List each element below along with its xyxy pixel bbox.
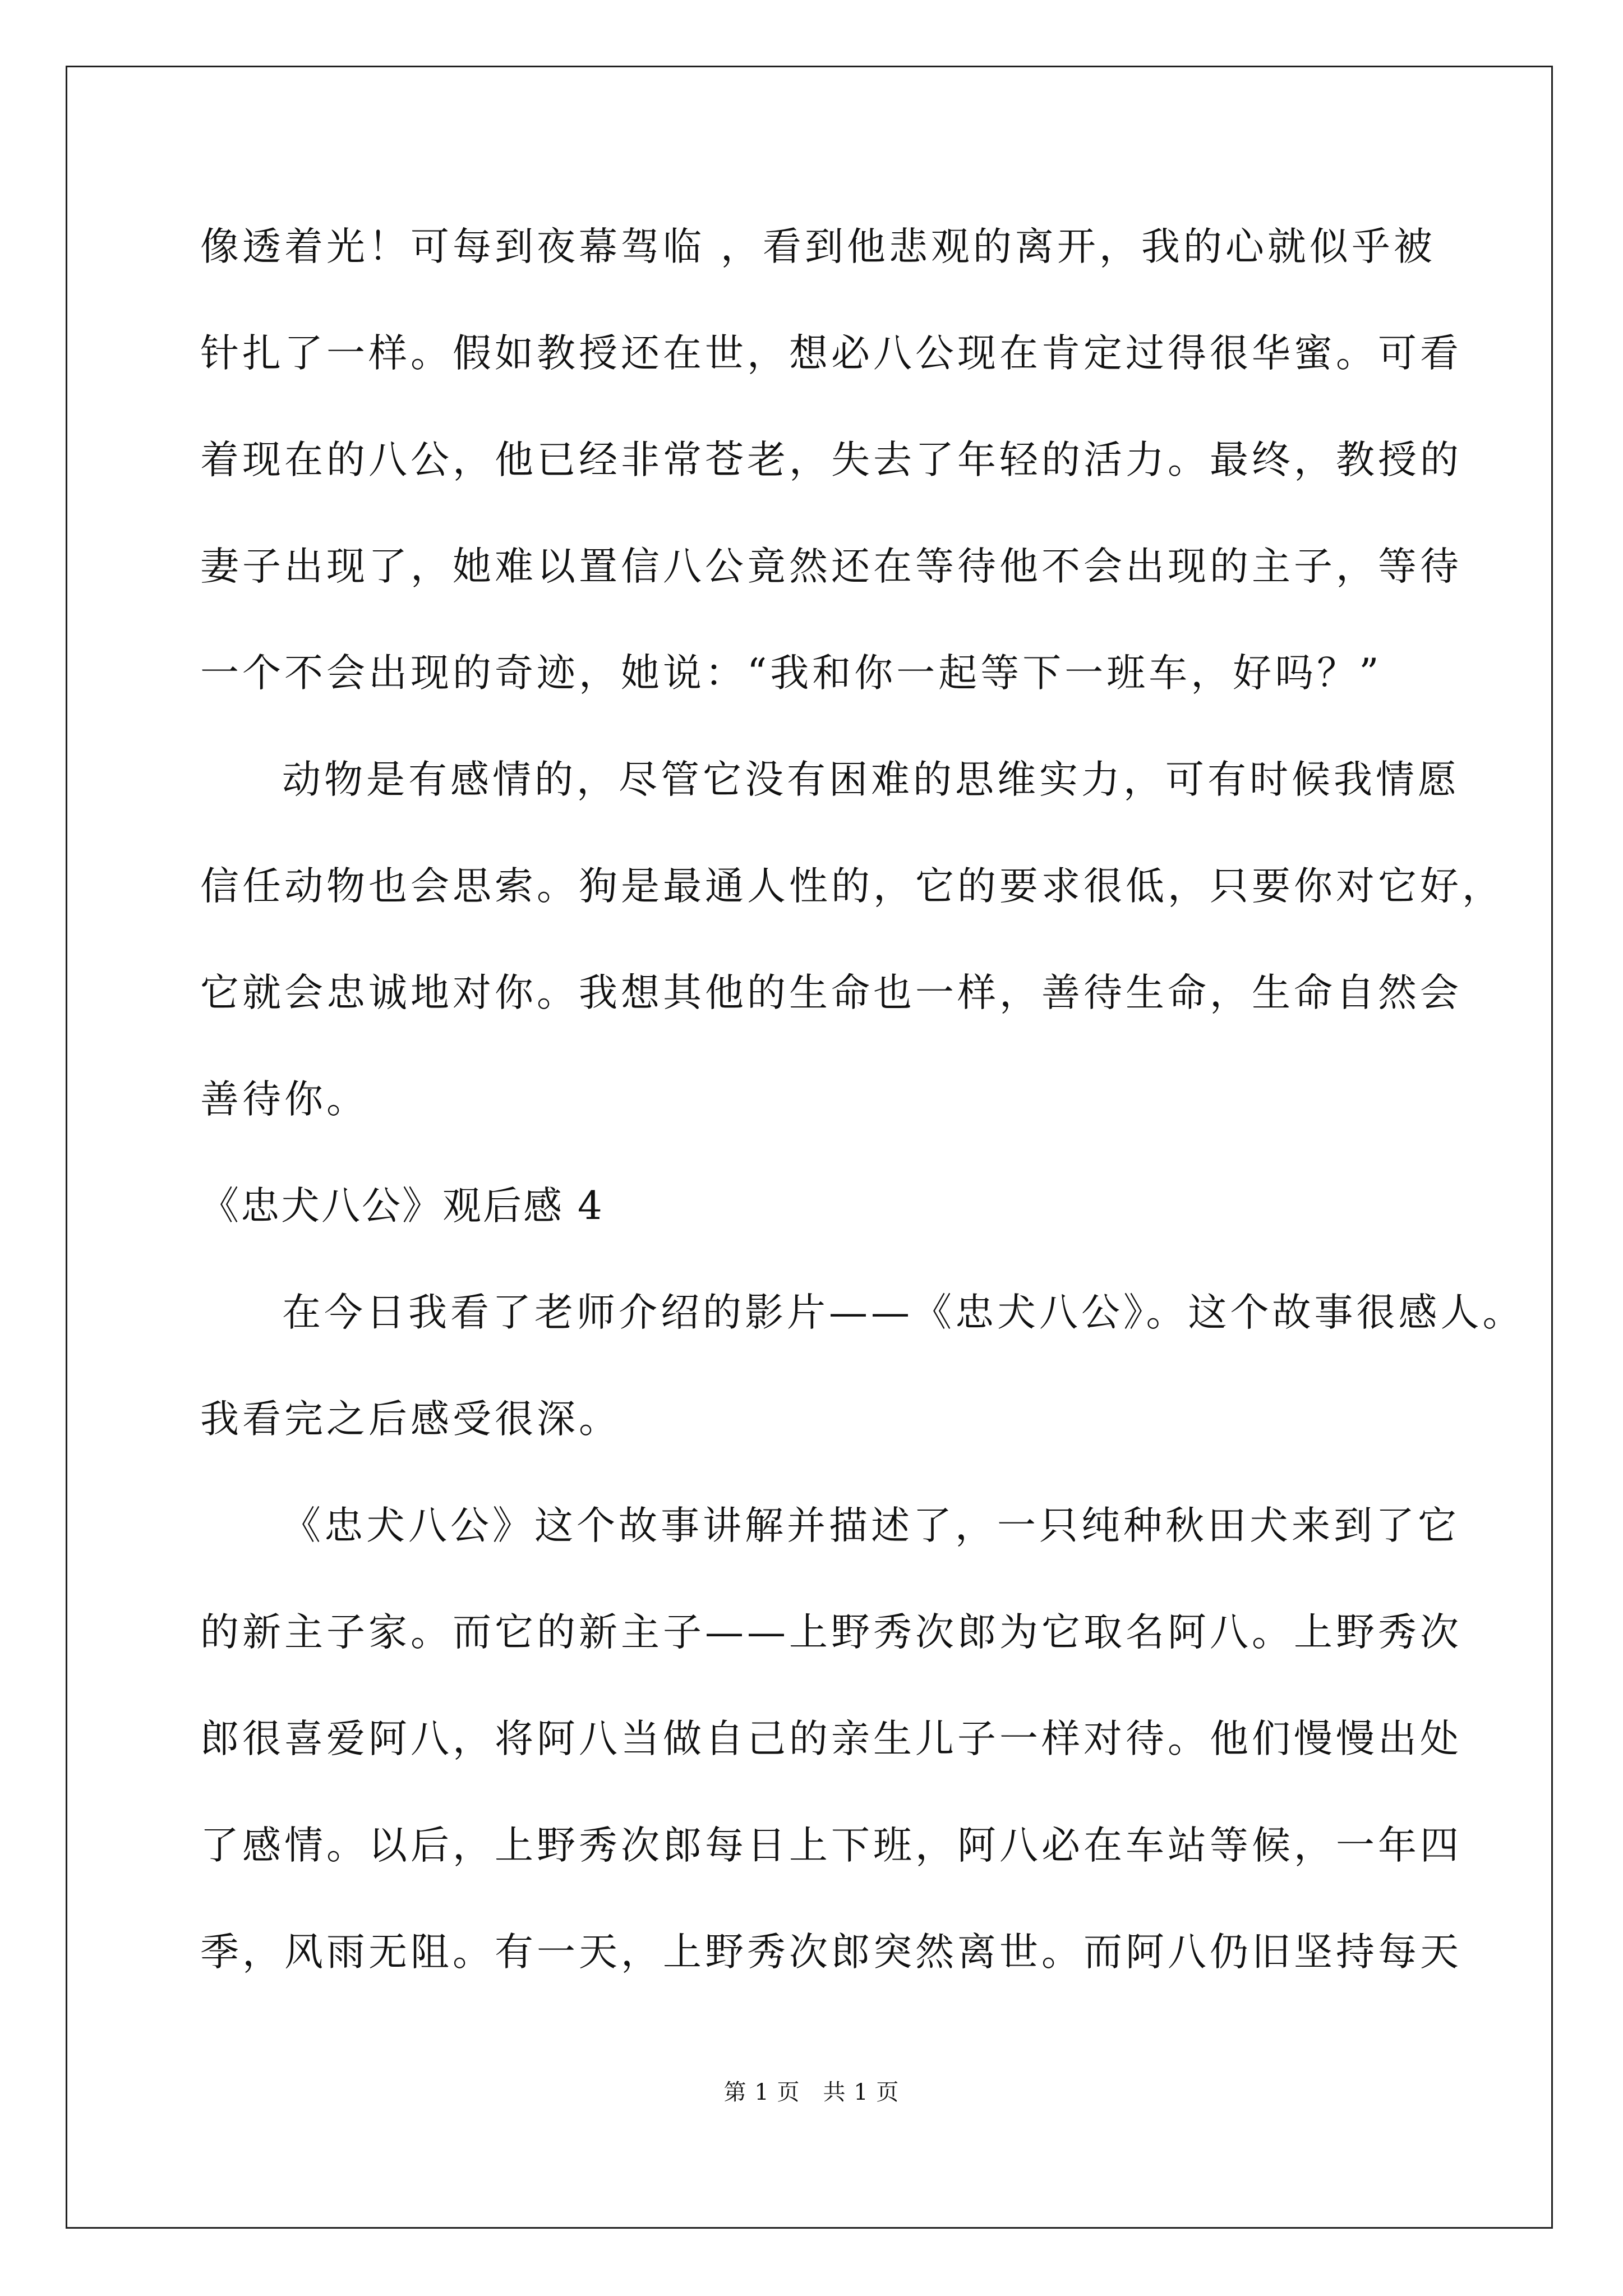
text-line: 了感情。以后，上野秀次郎每日上下班，阿八必在车站等候，一年四 — [200, 1823, 1462, 1868]
paragraph-first-line: 动物是有感情的，尽管它没有困难的思维实力，可有时候我情愿 — [282, 757, 1460, 802]
text-line: 着现在的八公，他已经非常苍老，失去了年轻的活力。最终，教授的 — [200, 438, 1462, 482]
text-line: 我看完之后感受很深。 — [200, 1397, 621, 1442]
text-line: 季，风雨无阻。有一天，上野秀次郎突然离世。而阿八仍旧坚持每天 — [200, 1930, 1462, 1975]
paragraph-first-line: 《忠犬八公》这个故事讲解并描述了，一只纯种秋田犬来到了它 — [282, 1503, 1460, 1548]
text-line: 的新主子家。而它的新主子——上野秀次郎为它取名阿八。上野秀次 — [200, 1610, 1462, 1655]
section-heading: 《忠犬八公》观后感 4 — [200, 1184, 604, 1228]
paragraph-first-line: 在今日我看了老师介绍的影片——《忠犬八公》。这个故事很感人。 — [282, 1290, 1525, 1335]
page-border — [66, 66, 1553, 2229]
text-line: 郎很喜爱阿八，将阿八当做自己的亲生儿子一样对待。他们慢慢出处 — [200, 1717, 1462, 1761]
text-line: 它就会忠诚地对你。我想其他的生命也一样，善待生命，生命自然会 — [200, 970, 1462, 1015]
text-line: 像透着光！可每到夜幕驾临 ，看到他悲观的离开，我的心就似乎被 — [200, 224, 1436, 269]
text-line: 善待你。 — [200, 1077, 368, 1122]
text-line: 信任动物也会思索。狗是最通人性的，它的要求很低，只要你对它好， — [200, 864, 1504, 909]
text-line: 针扎了一样。假如教授还在世，想必八公现在肯定过得很华蜜。可看 — [200, 331, 1462, 376]
text-line: 妻子出现了，她难以置信八公竟然还在等待他不会出现的主子，等待 — [200, 544, 1462, 589]
page-number-footer: 第 1 页 共 1 页 — [723, 2079, 900, 2105]
text-line: 一个不会出现的奇迹，她说：“我和你一起等下一班车，好吗？” — [200, 651, 1382, 696]
